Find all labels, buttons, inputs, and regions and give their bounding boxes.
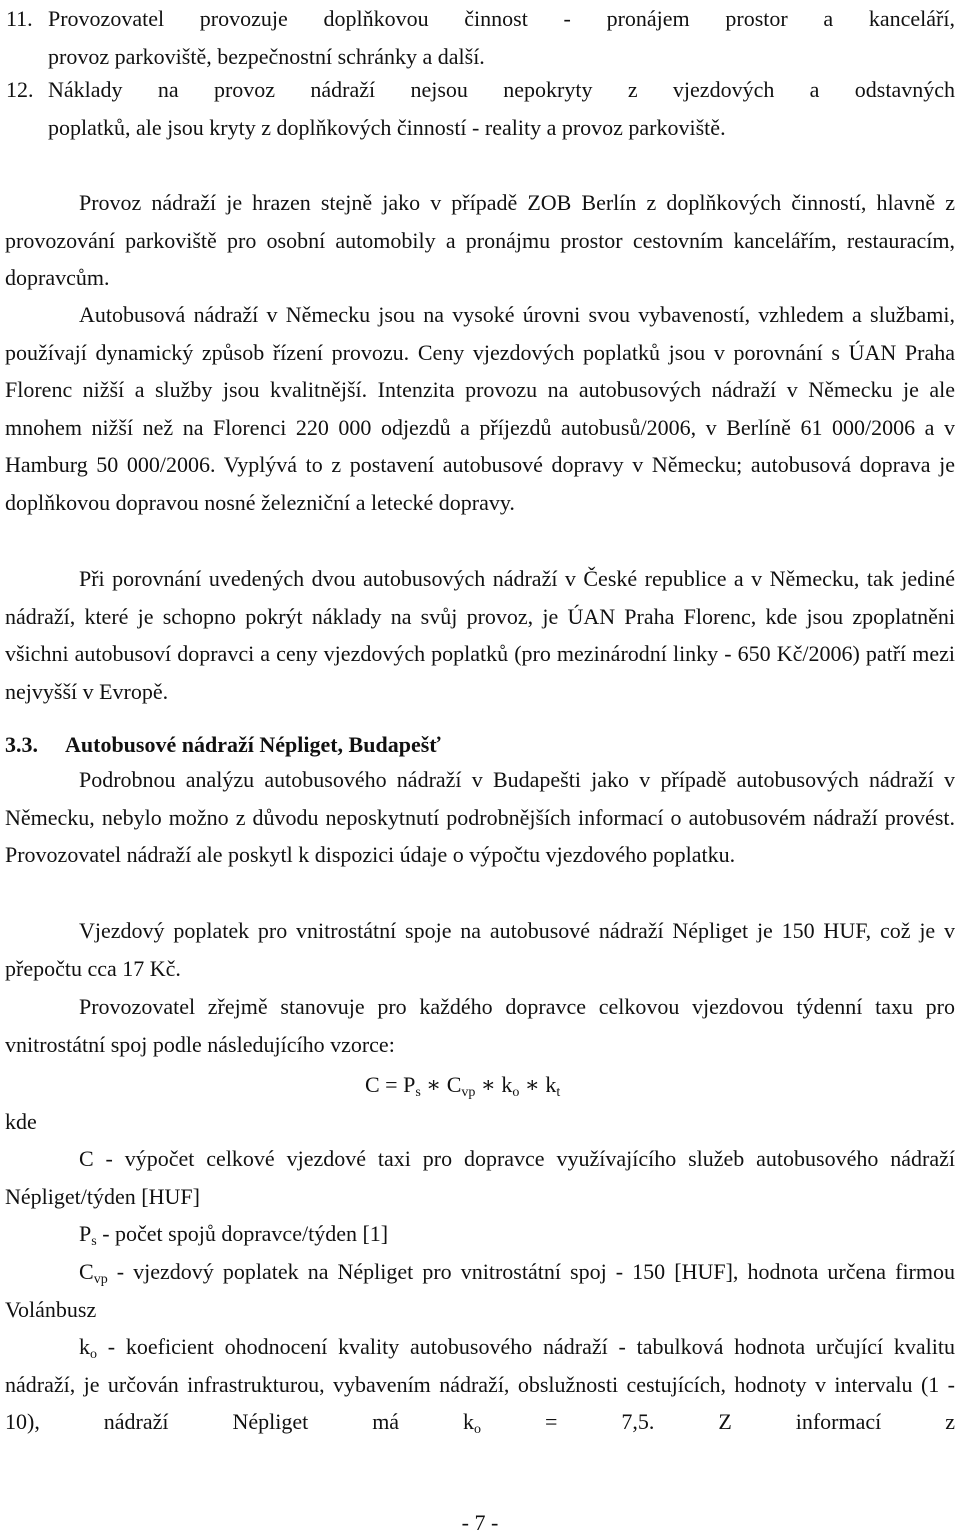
kde-label: kde [5,1109,37,1134]
formula: $C = P_s$ ∗ $C_{vp}$ ∗ $k_o$ ∗ $k_t$ [365,1072,561,1100]
section-title: Autobusové nádraží Népliget, Budapešť [65,732,441,757]
list-text-line: poplatků, ale jsou kryty z doplňkových činností - reality a provoz parkoviště. [48,114,726,140]
paragraph-poplatek: Vjezdový poplatek pro vnitrostátní spoje na autobusové nádraží Népliget je 150 HUF, což je v přepočtu cca 17 Kč. [5,918,955,981]
list-item-11 [6,0,955,75]
list-number: 12. [6,77,34,102]
definition-ps: $P_s$ - počet spojů dopravce/týden [1] [79,1221,389,1249]
paragraph-porovnani: Při porovnání uvedených dvou autobusových nádraží v České republice a v Německu, tak jediné nádraží, které je schopno pokrýt náklady na svůj provoz, je ÚAN Praha Florenc, kde jsou zpoplatněni všichni autobusoví dopravci a ceny vjezdových poplatků (pro mezinárodní linky - 650 Kč/2006) patří mezi nejvyšší v Evropě. [5,566,955,704]
list-text-line: provoz parkoviště, bezpečnostní schránky a další. [48,43,485,69]
list-number: 11. [6,6,33,31]
section-number: 3.3. [5,732,38,757]
list-item-12 [6,71,955,146]
page-number: - 7 - [461,1510,499,1535]
paragraph-nemecko: Autobusová nádraží v Německu jsou na vysoké úrovni svou vybaveností, vzhledem a službami, používají dynamický způsob řízení provozu. Ceny vjezdových poplatků jsou v porovnání s ÚAN Praha Florenc nižší a služby jsou kvalitnější. Intenzita provozu na autobusových nádraží v Německu je ale mnohem nižší než na Florenci 220 000 odjezdů a příjezdů autobusů/2006, v Berlíně 61 000/2006 a v Hamburg 50 000/2006. Vyplývá to z postavení autobusové dopravy v Německu; autobusová doprava je doplňkovou dopravou nosné železniční a letecké dopravy. [5,302,955,515]
definition-ko: $k_o$ - koeficient ohodnocení kvality autobusového nádraží - tabulková hodnota určující kvalitu nádraží, je určován infrastrukturou, vybavením nádraží, obslužnosti cestujících, hodnoty v intervalu (1 - 10), nádraží Népliget má $k_o = 7,5$. Z informací z [5,1334,955,1437]
list-text-line: Provozovatel provozuje doplňkovou činnost - pronájem prostor a kanceláří, [48,6,955,31]
paragraph-budapest: Podrobnou analýzu autobusového nádraží v Budapešti jako v případě autobusových nádraží v Německu, nebylo možno z důvodu neposkytnutí podrobnějších informací o autobusovém nádraží provést. Provozovatel nádraží ale poskytl k dispozici údaje o výpočtu vjezdového poplatku. [5,767,955,867]
paragraph-provoz: Provoz nádraží je hrazen stejně jako v případě ZOB Berlín z doplňkových činností, hlavně z provozování parkoviště pro osobní automobily a pronájmu prostor cestovním kancelářím, restauracím, dopravcům. [5,190,955,290]
list-text-line: Náklady na provoz nádraží nejsou nepokryty z vjezdových a odstavných [48,77,955,102]
section-heading [5,726,441,764]
paragraph-vzorec: Provozovatel zřejmě stanovuje pro každého dopravce celkovou vjezdovou týdenní taxu pro vnitrostátní spoj podle následujícího vzorce: [5,994,955,1057]
definition-cvp: $C_{vp}$ - vjezdový poplatek na Népliget pro vnitrostátní spoj - 150 [HUF], hodnota určena firmou Volánbusz [5,1259,955,1322]
definition-c: C - výpočet celkové vjezdové taxi pro dopravce využívajícího služeb autobusového nádraží Népliget/týden [HUF] [5,1146,955,1209]
